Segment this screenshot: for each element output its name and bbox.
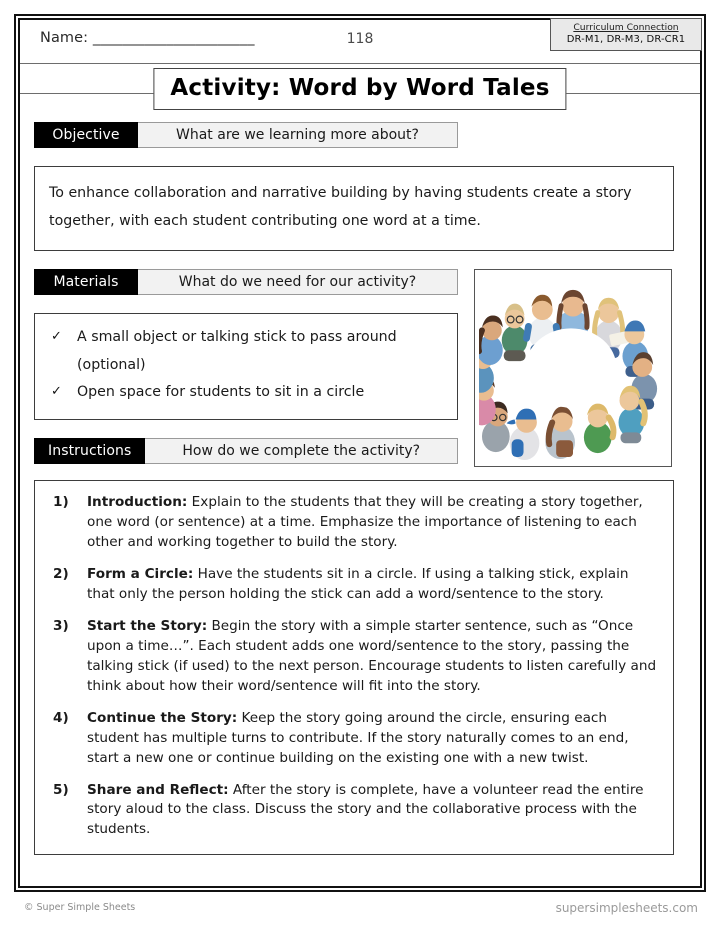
copyright-text: © Super Simple Sheets (24, 902, 136, 913)
list-item (47, 324, 445, 379)
list-item (49, 709, 657, 769)
worksheet-page-inner (18, 18, 702, 888)
materials-list (47, 324, 445, 407)
step-number: 1) (53, 493, 69, 510)
students-circle-icon (479, 274, 667, 462)
worksheet-page (14, 14, 706, 892)
instructions-content-box (34, 480, 674, 856)
name-field-label[interactable]: Name: ______________________ (40, 30, 255, 46)
step-lead: Share and Reflect: (87, 781, 229, 798)
curriculum-connection-codes: DR-M1, DR-M3, DR-CR1 (566, 33, 686, 45)
step-text: Have the students sit in a circle. If using a talking stick, explain that only the person holding the stick can add a word/sentence to the story. (87, 565, 629, 602)
step-lead: Start the Story: (87, 617, 208, 634)
check-icon: ✓ (51, 328, 62, 344)
objective-question: What are we learning more about? (138, 122, 458, 148)
materials-content-box (34, 313, 458, 420)
curriculum-connection-box (550, 18, 702, 51)
objective-tab-label: Objective (34, 122, 138, 148)
instructions-tab-label: Instructions (34, 438, 145, 464)
worksheet-header (20, 20, 700, 64)
instructions-question: How do we complete the activity? (145, 438, 458, 464)
materials-section-bar (34, 269, 458, 295)
step-lead: Introduction: (87, 493, 188, 510)
materials-and-illustration-row (34, 269, 686, 464)
list-item (49, 781, 657, 841)
step-text: After the story is complete, have a volunteer read the entire story aloud to the class. Discuss the story and the collaborative process with the students. (87, 781, 644, 838)
materials-tab-label: Materials (34, 269, 138, 295)
step-number: 2) (53, 565, 69, 582)
materials-question: What do we need for our activity? (138, 269, 458, 295)
step-lead: Continue the Story: (87, 709, 238, 726)
list-item (49, 493, 657, 553)
page-number: 118 (346, 31, 374, 47)
worksheet-footer (18, 902, 702, 922)
step-text: Explain to the students that they will be creating a story together, one word (or sentence) at a time. Emphasize the importance of listening to each other and working together to build the story. (87, 493, 643, 550)
objective-section-bar (34, 122, 458, 148)
website-text: supersimplesheets.com (555, 901, 698, 915)
check-icon: ✓ (51, 384, 62, 400)
curriculum-connection-title: Curriculum Connection (573, 22, 679, 33)
step-lead: Form a Circle: (87, 565, 194, 582)
worksheet-body (20, 122, 700, 855)
title-band (20, 64, 700, 122)
step-text: Begin the story with a simple starter sentence, such as “Once upon a time…”. Each student adds one word/sentence to the story, passing the talking stick (if used) to the next person. Encourage students to listen carefully and think about how their word/sentence will fit into the story. (87, 617, 657, 694)
activity-illustration-frame (474, 269, 672, 467)
list-item (47, 379, 445, 407)
step-text: Keep the story going around the circle, ensuring each student has multiple turns to contribute. If the story naturally comes to an end, start a new one or continue building on the existing one with a new twist. (87, 709, 629, 766)
objective-text: To enhance collaboration and narrative building by having students create a story together, with each student contributing one word at a time. (49, 185, 632, 230)
instructions-section-bar (34, 438, 458, 464)
page-title: Activity: Word by Word Tales (153, 68, 566, 110)
step-number: 5) (53, 781, 69, 798)
step-number: 4) (53, 709, 69, 726)
objective-content-box (34, 166, 674, 251)
material-text: A small object or talking stick to pass around (optional) (77, 328, 397, 373)
step-number: 3) (53, 617, 69, 634)
material-text: Open space for students to sit in a circle (77, 384, 365, 401)
instructions-list (49, 493, 657, 841)
list-item (49, 617, 657, 697)
list-item (49, 565, 657, 605)
